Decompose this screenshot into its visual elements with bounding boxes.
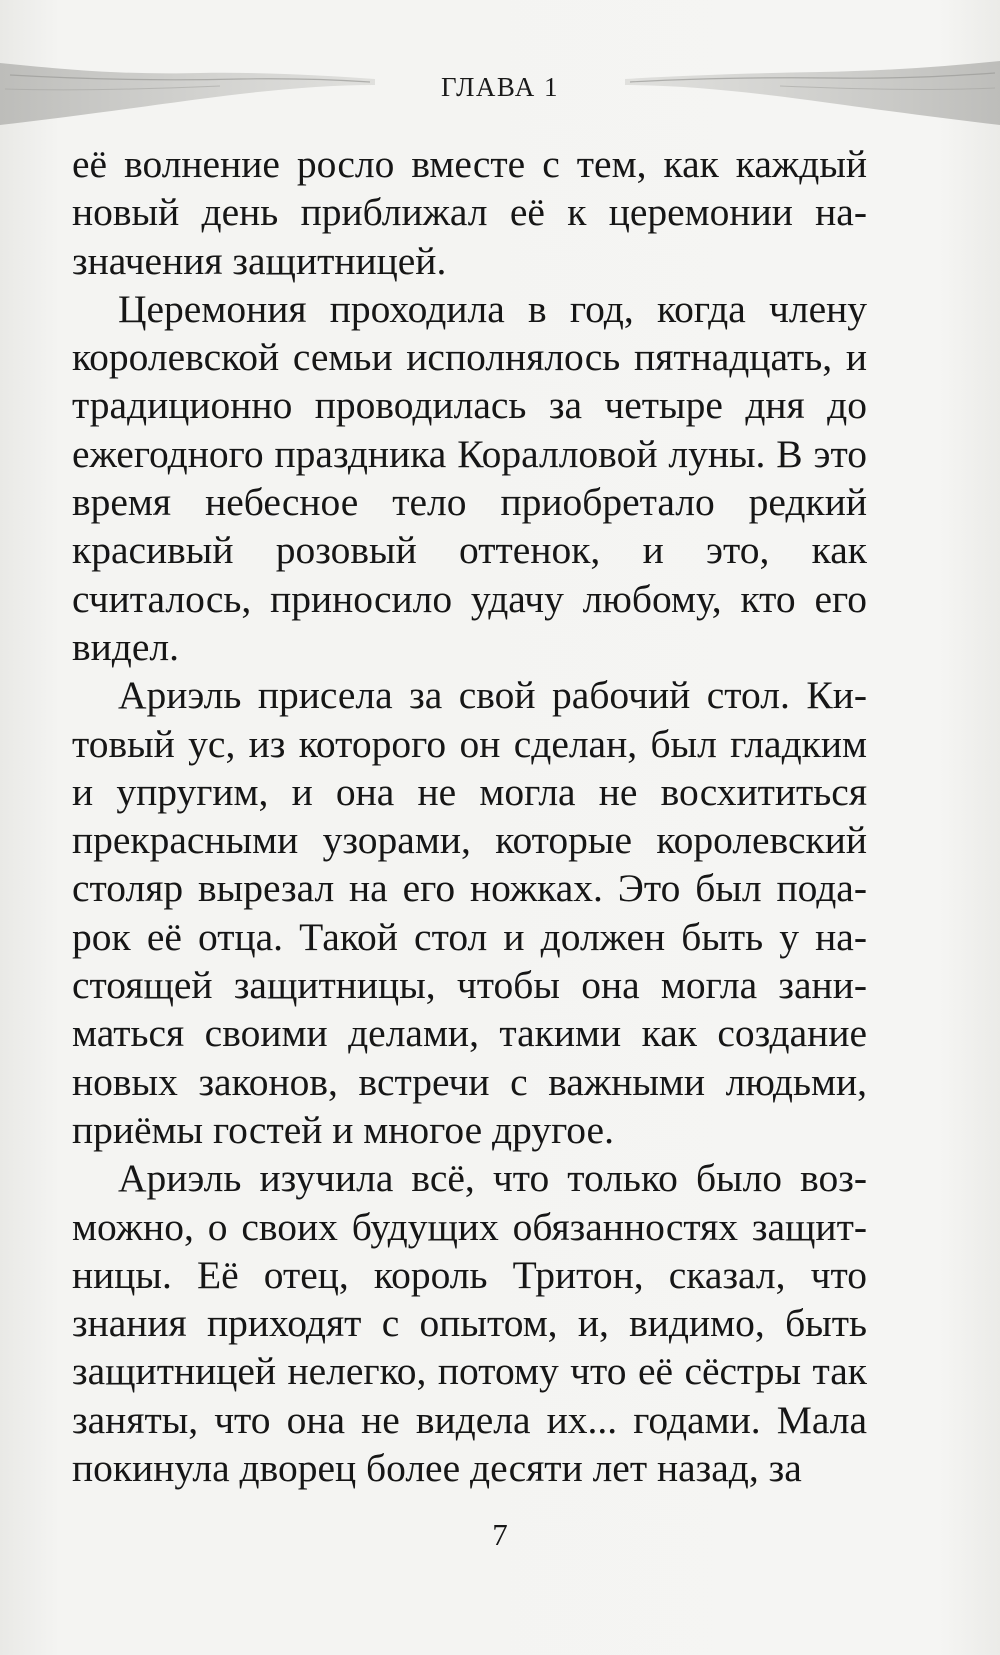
paragraph: Ариэль присела за свой рабочий стол. Китовый ус, из которого он сделан, был гладким и упругим, и она не могла не восхититься прекрасными узорами, которые королевский столяр вырезал на его ножках. Это был подарок её отца. Такой стол и должен быть у настоящей защитницы, чтобы она могла заниматься своими делами, такими как создание новых законов, встречи с важными людьми, приёмы гостей и многое другое. [72, 673, 867, 1152]
paragraph: Церемония проходила в год, когда члену королевской семьи исполнялось пятнадцать, и традиционно проводилась за четыре дня до ежегодного праздника Коралловой луны. В это время небесное тело приобретало редкий красивый розовый оттенок, и это, как считалось, приносило удачу любому, кто его видел. [72, 286, 867, 669]
paragraph: её волнение росло вместе с тем, как каждый новый день приближал её к церемонии назначения защитницей. [72, 142, 867, 283]
paragraph: Ариэль изучила всё, что только было возможно, о своих будущих обязанностях защитницы. Её отец, король Тритон, сказал, что знания приходят с опытом, и, видимо, быть защитницей нелегко, потому что её сёстры так заняты, что она не видела их... годами. Мала покинула дворец более десяти лет назад, за [72, 1156, 867, 1491]
page-number: 7 [492, 1517, 508, 1552]
running-head: ГЛАВА 1 [441, 72, 559, 102]
body-text [72, 140, 867, 1492]
